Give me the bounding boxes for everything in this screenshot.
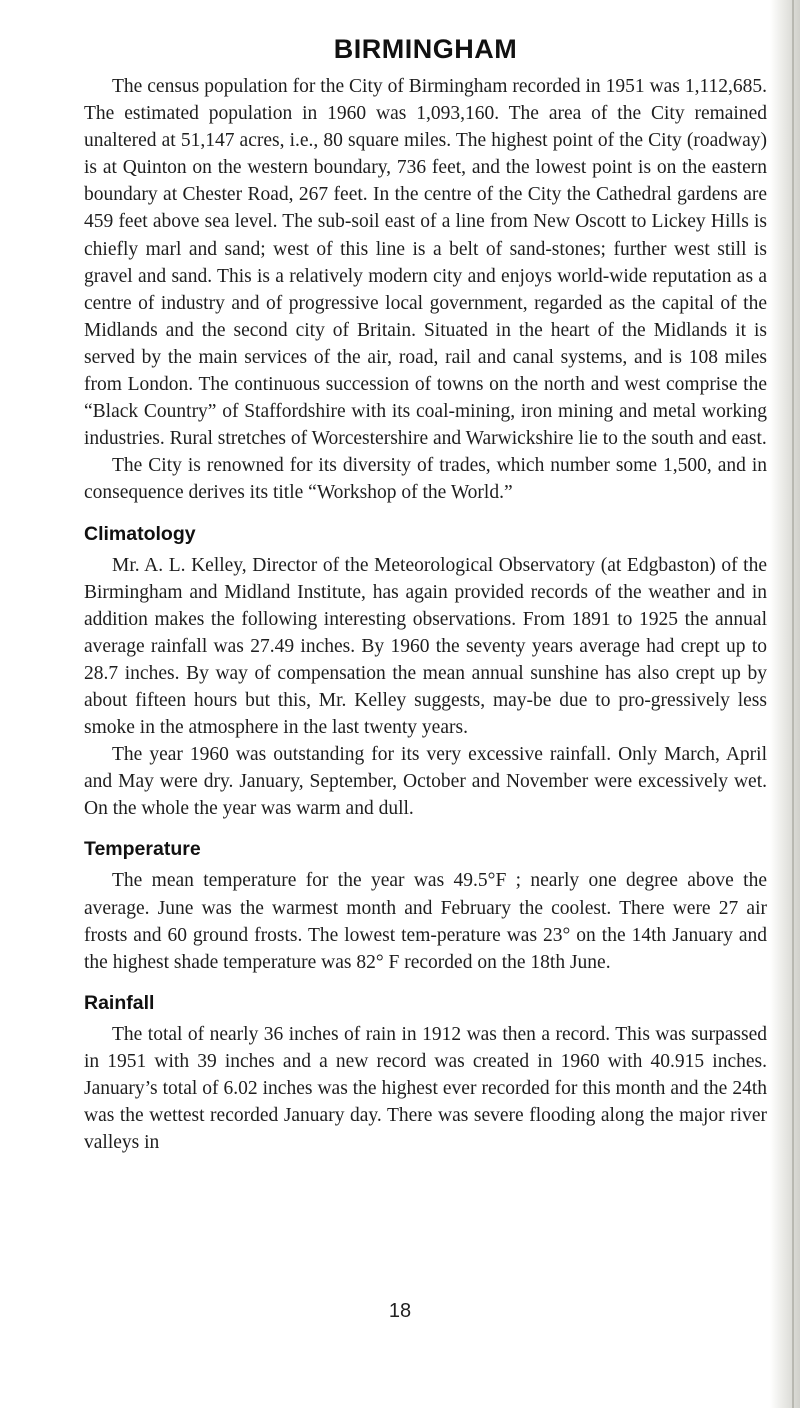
document-page: [84, 34, 767, 1156]
section-heading-rainfall: Rainfall: [84, 991, 155, 1014]
page-edge-line: [792, 0, 794, 1408]
climatology-paragraph-2: The year 1960 was outstanding for its very excessive rainfall. Only March, April and May were dry. January, September, October and November were excessively wet. On the whole the year was warm and dull.: [84, 744, 767, 820]
rainfall-paragraph: The total of nearly 36 inches of rain in 1912 was then a record. This was surpassed in 1951 with 39 inches and a new record was created in 1960 with 40.915 inches. January’s total of 6.02 inches was the highest ever recorded for this month and the 24th was the wettest recorded January day. There was severe flooding along the major river valleys in: [84, 1023, 767, 1154]
intro-paragraph-1: The census population for the City of Birmingham recorded in 1951 was 1,112,685. The estimated population in 1960 was 1,093,160. The area of the City remained unaltered at 51,147 acres, i.e., 80 square miles. The highest point of the City (roadway) is at Quinton on the western boundary, 736 feet, and the lowest point is on the eastern boundary at Chester Road, 267 feet. In the centre of the City the Cathedral gardens are 459 feet above sea level. The sub-soil east of a line from New Oscott to Lickey Hills is chiefly marl and sand; west of this line is a belt of sand-stones; further west still is gravel and sand. This is a relatively modern city and enjoys world-wide reputation as a centre of industry and of progressive local government, regarded as the capital of the Midlands and the second city of Britain. Situated in the heart of the Midlands it is served by the main services of the air, road, rail and canal systems, and is 108 miles from London. The continuous succession of towns on the north and west comprise the “Black Country” of Staffordshire with its coal-mining, iron mining and metal working industries. Rural stretches of Worcestershire and Warwickshire lie to the south and east.: [84, 76, 767, 450]
temperature-paragraph: The mean temperature for the year was 49.5°F ; nearly one degree above the average. June was the warmest month and February the coolest. There were 27 air frosts and 60 ground frosts. The lowest tem-perature was 23° on the 14th January and the highest shade temperature was 82° F recorded on the 18th June.: [84, 870, 767, 973]
intro-paragraph-2: The City is renowned for its diversity of trades, which number some 1,500, and in consequence derives its title “Workshop of the World.”: [84, 455, 767, 504]
climatology-paragraph-1: Mr. A. L. Kelley, Director of the Meteorological Observatory (at Edgbaston) of the Birmingham and Midland Institute, has again provided records of the weather and in addition makes the following interesting observations. From 1891 to 1925 the annual average rainfall was 27.49 inches. By 1960 the seventy years average had crept up to 28.7 inches. By way of compensation the mean annual sunshine has also crept up by about fifteen hours but this, Mr. Kelley suggests, may-be due to pro-gressively less smoke in the atmosphere in the last twenty years.: [84, 554, 767, 739]
page-number: 18: [388, 1300, 412, 1322]
page-title: BIRMINGHAM: [333, 34, 518, 64]
section-heading-temperature: Temperature: [84, 838, 201, 861]
section-heading-climatology: Climatology: [84, 522, 196, 545]
page-edge-shadow: [770, 0, 800, 1408]
